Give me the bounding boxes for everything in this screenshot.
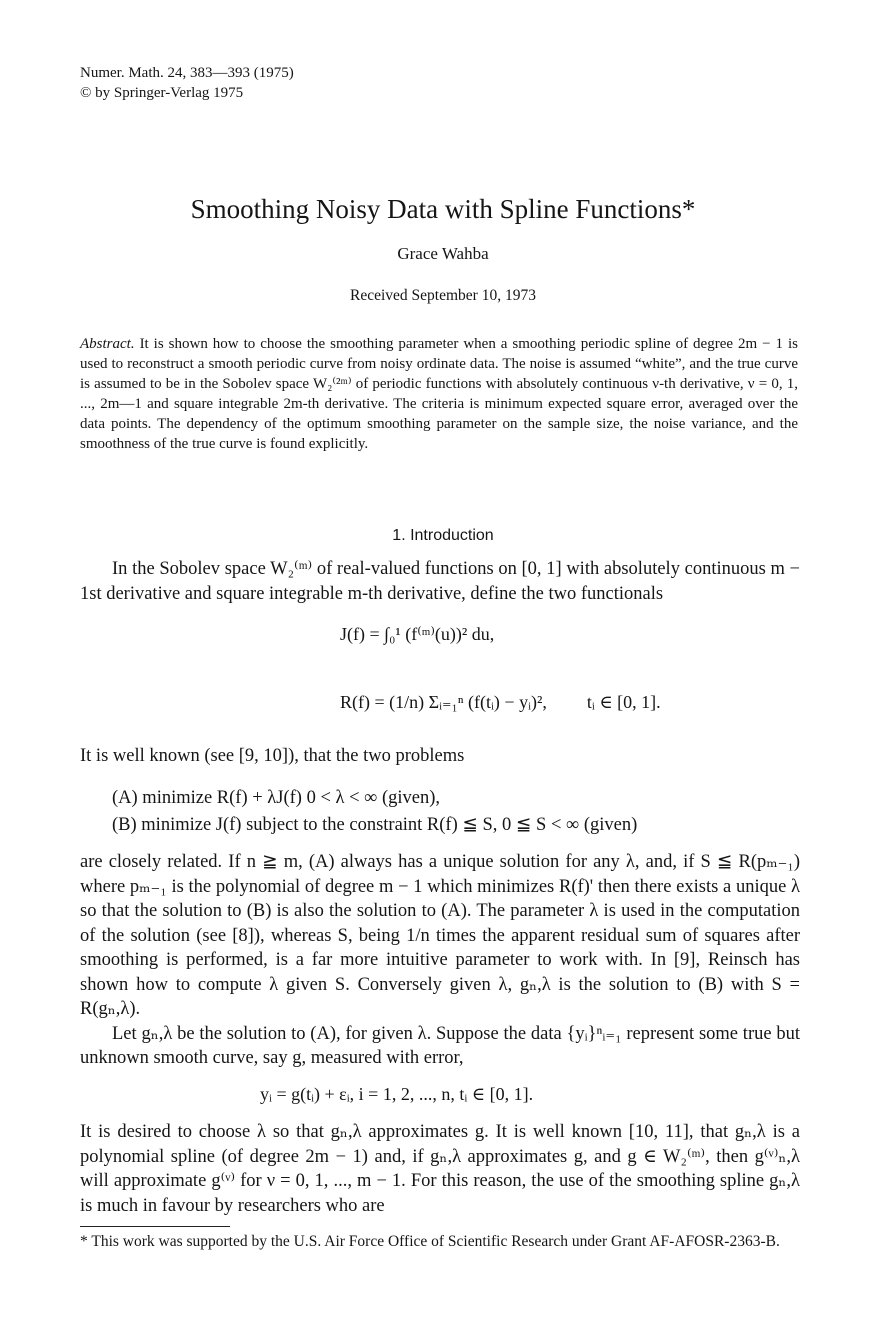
equation-j: J(f) = ∫₀¹ (f⁽ᵐ⁾(u))² du, [340,624,495,644]
copyright-line: © by Springer-Verlag 1975 [80,85,244,101]
journal-citation [80,63,294,103]
footnote-divider [80,1226,230,1227]
related-text: are closely related. If n ≧ m, (A) always has a unique solution for any λ, and, if S ≦ R(pₘ₋₁) where pₘ₋₁ is the polynomial of degree m − 1 which minimizes R(f)' then there exists a unique λ so that the solution to (B) is also the solution to (A). The parameter λ is used in the computation of the solution (see [8]), whereas S, being 1/n times the apparent residual sum of squares after smoothing is performed, is a far more intuitive parameter to work with. In [9], Reinsch has shown how to compute λ given S. Conversely given λ, gₙ,λ is the solution to (B) with S = R(gₙ,λ). [80,852,800,1019]
journal-volume-line: Numer. Math. 24, 383—393 (1975) [80,65,294,81]
author-name: Grace Wahba [397,244,489,263]
received-date: Received September 10, 1973 [350,287,536,304]
problem-a: (A) minimize R(f) + λJ(f) 0 < λ < ∞ (given), [112,788,441,808]
equation-data-model: yᵢ = g(tᵢ) + εᵢ, i = 1, 2, ..., n, tᵢ ∈ [0, 1]. [260,1084,534,1104]
desired-paragraph: It is desired to choose λ so that gₙ,λ approximates g. It is well known [10, 11], that gₙ,λ is a polynomial spline (of degree 2m − 1) and, if gₙ,λ approximates g, and g ∈ W₂⁽ᵐ⁾, then g⁽ᵛ⁾ₙ,λ will approximate g⁽ᵛ⁾ for ν = 0, 1, ..., m − 1. For this reason, the use of the smoothing spline gₙ,λ is much in favour by researchers who are [80,1122,800,1216]
paper-title: Smoothing Noisy Data with Spline Functions* [190,194,696,224]
problem-b: (B) minimize J(f) subject to the constraint R(f) ≦ S, 0 ≦ S < ∞ (given) [112,815,638,835]
section-heading: 1. Introduction [392,527,494,544]
related-paragraph [80,850,800,1071]
equation-r-condition: tᵢ ∈ [0, 1]. [586,692,661,712]
abstract-text: It is shown how to choose the smoothing parameter when a smoothing periodic spline of degree 2m − 1 is used to reconstruct a smooth periodic curve from noisy ordinate data. The noise is assumed “white”, and the true curve is assumed to be in the Sobolev space W₂⁽²ᵐ⁾ of periodic functions with absolutely continuous ν-th derivative, ν = 0, 1, ..., 2m—1 and square integrable 2m-th derivative. The criteria is minimum expected square error, averaged over the data points. The dependency of the optimum smoothing parameter on the sample size, the noise variance, and the smoothness of the true curve is found explicitly. [80,336,799,452]
intro-paragraph: In the Sobolev space W₂⁽ᵐ⁾ of real-valued functions on [0, 1] with absolutely continuous m − 1st derivative and square integrable m-th derivative, define the two functionals [80,559,800,604]
abstract-label: Abstract. [80,336,135,352]
abstract [80,334,798,454]
let-text: Let gₙ,λ be the solution to (A), for given λ. Suppose the data {yᵢ}ⁿᵢ₌₁ represent some true but unknown smooth curve, say g, measured with error, [80,1023,800,1068]
problems-intro: It is well known (see [9, 10]), that the two problems [80,746,465,766]
equation-r [340,690,661,714]
equation-r-body: R(f) = (1/n) Σᵢ₌₁ⁿ (f(tᵢ) − yᵢ)², [340,692,547,712]
footnote: * This work was supported by the U.S. Air Force Office of Scientific Research under Grant AF-AFOSR-2363-B. [80,1233,780,1250]
